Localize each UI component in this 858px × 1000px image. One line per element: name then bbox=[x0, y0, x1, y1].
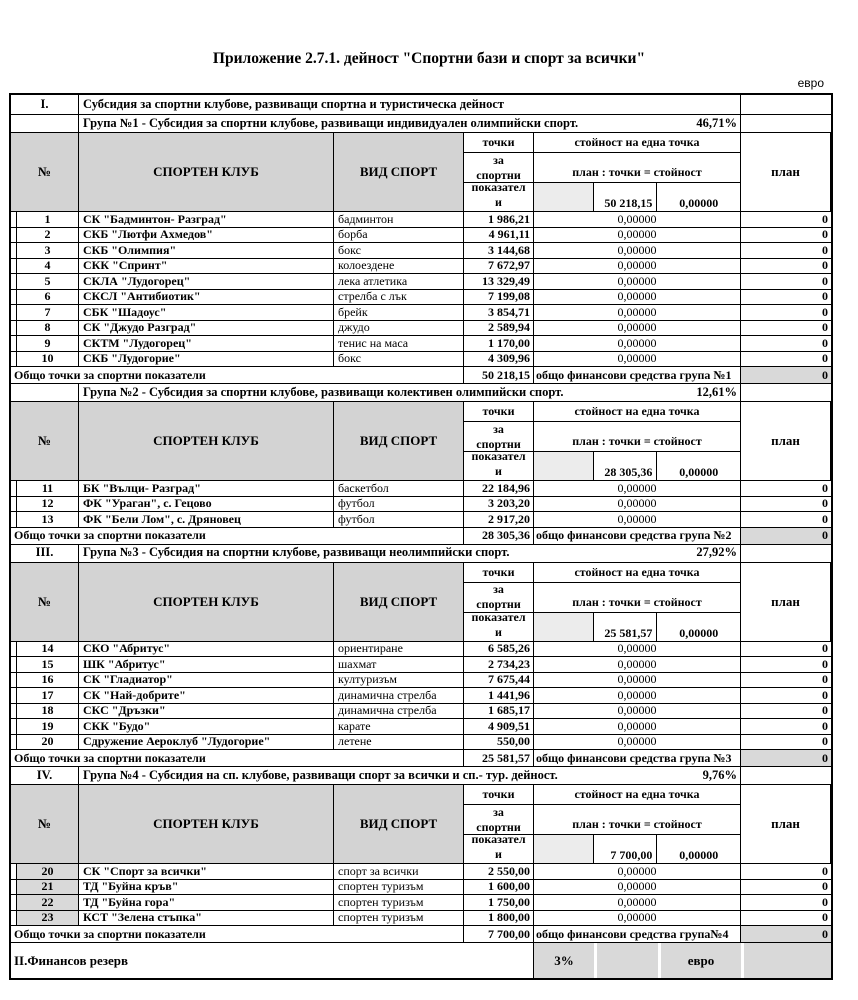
sport-type-cell: бокс bbox=[334, 243, 464, 259]
points-cell: 3 203,20 bbox=[464, 497, 534, 513]
sport-type-cell: шахмат bbox=[334, 657, 464, 673]
group2-point-value: 0,00000 bbox=[679, 465, 719, 480]
club-name-cell: СКК "Спринт" bbox=[79, 259, 334, 275]
points-cell: 1 685,17 bbox=[464, 704, 534, 720]
col-header-sport: ВИД СПОРТ bbox=[334, 785, 464, 863]
group1-numeral bbox=[11, 115, 79, 133]
points-cell: 7 199,08 bbox=[464, 290, 534, 306]
club-name-cell: СКЛА "Лудогорец" bbox=[79, 274, 334, 290]
plan-cell: 0 bbox=[741, 735, 831, 751]
row-number-cell: 13 bbox=[17, 512, 79, 528]
points-cell: 1 441,96 bbox=[464, 688, 534, 704]
plan-cell: 0 bbox=[741, 274, 831, 290]
point-value-cell: 0,00000 bbox=[534, 719, 741, 735]
col-header-sport: ВИД СПОРТ bbox=[334, 133, 464, 211]
col-header-club: СПОРТЕН КЛУБ bbox=[79, 785, 334, 863]
table-row bbox=[11, 497, 831, 513]
sport-type-cell: тенис на маса bbox=[334, 336, 464, 352]
point-value-cell: 0,00000 bbox=[534, 305, 741, 321]
plan-cell: 0 bbox=[741, 704, 831, 720]
sport-type-cell: лека атлетика bbox=[334, 274, 464, 290]
points-cell: 550,00 bbox=[464, 735, 534, 751]
plan-cell: 0 bbox=[741, 657, 831, 673]
table-row bbox=[11, 673, 831, 689]
plan-empty-cell bbox=[741, 95, 831, 115]
points-cell: 2 589,94 bbox=[464, 321, 534, 337]
club-name-cell: СК "Бадминтон- Разград" bbox=[79, 212, 334, 228]
table-row bbox=[11, 321, 831, 337]
group4-title-row bbox=[11, 767, 831, 785]
group1-rows bbox=[11, 212, 831, 367]
club-name-cell: ТД "Буйна гора" bbox=[79, 895, 334, 911]
row-number-cell: 17 bbox=[17, 688, 79, 704]
group2-title-row bbox=[11, 384, 831, 402]
group4-total-row bbox=[11, 926, 831, 943]
table-row bbox=[11, 642, 831, 658]
sport-type-cell: футбол bbox=[334, 497, 464, 513]
sport-type-cell: ориентиране bbox=[334, 642, 464, 658]
point-value-cell: 0,00000 bbox=[534, 321, 741, 337]
points-cell: 2 917,20 bbox=[464, 512, 534, 528]
club-name-cell: СКТМ "Лудогорец" bbox=[79, 336, 334, 352]
group4-rows bbox=[11, 864, 831, 926]
point-value-cell: 0,00000 bbox=[534, 911, 741, 927]
group1-title-row bbox=[11, 115, 831, 133]
group1-percent: 46,71% bbox=[696, 115, 737, 130]
points-cell: 2 734,23 bbox=[464, 657, 534, 673]
group3-numeral: III. bbox=[11, 545, 79, 563]
page-title: Приложение 2.7.1. дейност "Спортни бази и спорт за всички" bbox=[212, 50, 646, 67]
currency-label: евро bbox=[797, 76, 824, 90]
point-value-cell: 0,00000 bbox=[534, 352, 741, 368]
col-header-value: стойност на една точка план : точки = стойност 7 700,00 0,00000 bbox=[534, 785, 741, 863]
row-number-cell: 21 bbox=[17, 880, 79, 896]
section-numeral: I. bbox=[11, 95, 79, 115]
sport-type-cell: бокс bbox=[334, 352, 464, 368]
plan-cell: 0 bbox=[741, 512, 831, 528]
club-name-cell: ШК "Абритус" bbox=[79, 657, 334, 673]
col-header-number: № bbox=[11, 133, 79, 211]
points-cell: 4 309,96 bbox=[464, 352, 534, 368]
col-header-plan: план bbox=[741, 133, 831, 211]
sport-type-cell: летене bbox=[334, 735, 464, 751]
row-number-cell: 18 bbox=[17, 704, 79, 720]
total-points: 28 305,36 bbox=[464, 528, 534, 545]
row-number-cell: 14 bbox=[17, 642, 79, 658]
point-value-cell: 0,00000 bbox=[534, 336, 741, 352]
total-fin-label: общо финансови средства група №3 bbox=[534, 750, 741, 767]
plan-empty-cell bbox=[741, 545, 831, 563]
row-number-cell: 20 bbox=[17, 864, 79, 880]
point-value-cell: 0,00000 bbox=[534, 735, 741, 751]
table-row bbox=[11, 735, 831, 751]
table-row bbox=[11, 228, 831, 244]
plan-cell: 0 bbox=[741, 673, 831, 689]
club-name-cell: Сдружение Аероклуб "Лудогорие" bbox=[79, 735, 334, 751]
total-label: Общо точки за спортни показатели bbox=[11, 750, 464, 767]
plan-cell: 0 bbox=[741, 911, 831, 927]
total-plan: 0 bbox=[741, 926, 831, 943]
point-value-cell: 0,00000 bbox=[534, 481, 741, 497]
club-name-cell: БК "Вълци- Разград" bbox=[79, 481, 334, 497]
point-value-cell: 0,00000 bbox=[534, 497, 741, 513]
point-value-cell: 0,00000 bbox=[534, 290, 741, 306]
col-header-club: СПОРТЕН КЛУБ bbox=[79, 133, 334, 211]
points-cell: 4 909,51 bbox=[464, 719, 534, 735]
points-cell: 13 329,49 bbox=[464, 274, 534, 290]
points-cell: 1 600,00 bbox=[464, 880, 534, 896]
plan-cell: 0 bbox=[741, 321, 831, 337]
group1-total-row bbox=[11, 367, 831, 384]
group3-title-row bbox=[11, 545, 831, 563]
point-value-cell: 0,00000 bbox=[534, 512, 741, 528]
total-label: Общо точки за спортни показатели bbox=[11, 926, 464, 943]
points-cell: 1 800,00 bbox=[464, 911, 534, 927]
value-blank-cell bbox=[534, 452, 594, 480]
col-header-plan: план bbox=[741, 563, 831, 641]
row-number-cell: 9 bbox=[17, 336, 79, 352]
plan-cell: 0 bbox=[741, 642, 831, 658]
club-name-cell: СКО "Абритус" bbox=[79, 642, 334, 658]
plan-cell: 0 bbox=[741, 895, 831, 911]
col-header-sport: ВИД СПОРТ bbox=[334, 563, 464, 641]
group1-total-points-header: 50 218,15 bbox=[594, 183, 658, 211]
row-number-cell: 5 bbox=[17, 274, 79, 290]
sport-type-cell: борба bbox=[334, 228, 464, 244]
club-name-cell: СК "Джудо Разград" bbox=[79, 321, 334, 337]
col-header-club: СПОРТЕН КЛУБ bbox=[79, 563, 334, 641]
plan-empty-cell bbox=[741, 767, 831, 785]
points-cell: 22 184,96 bbox=[464, 481, 534, 497]
sport-type-cell: брейк bbox=[334, 305, 464, 321]
club-name-cell: СКБ "Лудогорие" bbox=[79, 352, 334, 368]
sport-type-cell: карате bbox=[334, 719, 464, 735]
row-number-cell: 2 bbox=[17, 228, 79, 244]
row-number-cell: 22 bbox=[17, 895, 79, 911]
club-name-cell: СК "Гладиатор" bbox=[79, 673, 334, 689]
group4-title: Група №4 - Субсидия на сп. клубове, развиващи спорт за всички и сп.- тур. дейност. 9,76% bbox=[79, 767, 741, 785]
sport-type-cell: културизъм bbox=[334, 673, 464, 689]
col-header-number: № bbox=[11, 785, 79, 863]
plan-empty-cell bbox=[741, 384, 831, 402]
group4-total-points-header: 7 700,00 bbox=[594, 835, 658, 863]
plan-cell: 0 bbox=[741, 352, 831, 368]
sport-type-cell: динамична стрелба bbox=[334, 688, 464, 704]
total-plan: 0 bbox=[741, 528, 831, 545]
value-blank-cell bbox=[534, 613, 594, 641]
point-value-cell: 0,00000 bbox=[534, 880, 741, 896]
col-header-number: № bbox=[11, 563, 79, 641]
plan-cell: 0 bbox=[741, 305, 831, 321]
club-name-cell: СКБ "Лютфи Ахмедов" bbox=[79, 228, 334, 244]
financial-reserve-row bbox=[11, 943, 831, 978]
group2-numeral bbox=[11, 384, 79, 402]
plan-cell: 0 bbox=[741, 497, 831, 513]
reserve-blank-cell bbox=[594, 943, 658, 978]
group2-column-header bbox=[11, 402, 831, 481]
row-number-cell: 12 bbox=[17, 497, 79, 513]
point-value-cell: 0,00000 bbox=[534, 642, 741, 658]
club-name-cell: СКС "Дръзки" bbox=[79, 704, 334, 720]
group3-column-header bbox=[11, 563, 831, 642]
plan-cell: 0 bbox=[741, 290, 831, 306]
table-row bbox=[11, 274, 831, 290]
plan-cell: 0 bbox=[741, 243, 831, 259]
club-name-cell: КСТ "Зелена стъпка" bbox=[79, 911, 334, 927]
table-row bbox=[11, 336, 831, 352]
sport-type-cell: колоездене bbox=[334, 259, 464, 275]
plan-empty-cell bbox=[741, 115, 831, 133]
section-intro-row bbox=[11, 95, 831, 115]
total-fin-label: общо финансови средства група №2 bbox=[534, 528, 741, 545]
plan-cell: 0 bbox=[741, 719, 831, 735]
row-number-cell: 16 bbox=[17, 673, 79, 689]
section-title: Субсидия за спортни клубове, развиващи спортна и туристическа дейност bbox=[79, 95, 741, 115]
value-blank-cell bbox=[534, 183, 594, 211]
col-header-sport: ВИД СПОРТ bbox=[334, 402, 464, 480]
table-row bbox=[11, 305, 831, 321]
group2-title: Група №2 - Субсидия за спортни клубове, развиващи колективен олимпийски спорт. 12,61% bbox=[79, 384, 741, 402]
plan-cell: 0 bbox=[741, 880, 831, 896]
group2-rows bbox=[11, 481, 831, 528]
table-row bbox=[11, 481, 831, 497]
group1-column-header bbox=[11, 133, 831, 212]
club-name-cell: СКБ "Олимпия" bbox=[79, 243, 334, 259]
row-number-cell: 6 bbox=[17, 290, 79, 306]
table-row bbox=[11, 880, 831, 896]
value-blank-cell bbox=[534, 835, 594, 863]
points-cell: 1 986,21 bbox=[464, 212, 534, 228]
group3-title: Група №3 - Субсидия на спортни клубове, развиващи неолимпийски спорт. 27,92% bbox=[79, 545, 741, 563]
point-value-cell: 0,00000 bbox=[534, 864, 741, 880]
club-name-cell: СКСЛ "Антибиотик" bbox=[79, 290, 334, 306]
group3-percent: 27,92% bbox=[696, 545, 737, 560]
group2-total-row bbox=[11, 528, 831, 545]
table-row bbox=[11, 290, 831, 306]
row-number-cell: 3 bbox=[17, 243, 79, 259]
col-header-value: стойност на една точка план : точки = стойност 25 581,57 0,00000 bbox=[534, 563, 741, 641]
group3-point-value: 0,00000 bbox=[679, 625, 719, 640]
sport-type-cell: спортен туризъм bbox=[334, 911, 464, 927]
table-row bbox=[11, 719, 831, 735]
points-cell: 6 585,26 bbox=[464, 642, 534, 658]
total-points: 50 218,15 bbox=[464, 367, 534, 384]
row-number-cell: 4 bbox=[17, 259, 79, 275]
table-row bbox=[11, 895, 831, 911]
sport-type-cell: баскетбол bbox=[334, 481, 464, 497]
club-name-cell: СКК "Будо" bbox=[79, 719, 334, 735]
club-name-cell: ФК "Ураган", с. Гецово bbox=[79, 497, 334, 513]
total-fin-label: общо финансови средства група №1 bbox=[534, 367, 741, 384]
points-cell: 4 961,11 bbox=[464, 228, 534, 244]
point-value-cell: 0,00000 bbox=[534, 673, 741, 689]
points-cell: 3 144,68 bbox=[464, 243, 534, 259]
point-value-cell: 0,00000 bbox=[534, 243, 741, 259]
total-points: 7 700,00 bbox=[464, 926, 534, 943]
col-header-plan: план bbox=[741, 402, 831, 480]
col-header-points: точки за спортни показател и bbox=[464, 402, 534, 480]
table-row bbox=[11, 259, 831, 275]
points-cell: 7 675,44 bbox=[464, 673, 534, 689]
group3-total-row bbox=[11, 750, 831, 767]
club-name-cell: ТД "Буйна кръв" bbox=[79, 880, 334, 896]
sport-type-cell: спорт за всички bbox=[334, 864, 464, 880]
plan-cell: 0 bbox=[741, 864, 831, 880]
total-points: 25 581,57 bbox=[464, 750, 534, 767]
plan-cell: 0 bbox=[741, 336, 831, 352]
plan-cell: 0 bbox=[741, 228, 831, 244]
plan-cell: 0 bbox=[741, 259, 831, 275]
row-number-cell: 11 bbox=[17, 481, 79, 497]
col-header-points: точки за спортни показател и bbox=[464, 133, 534, 211]
plan-cell: 0 bbox=[741, 688, 831, 704]
reserve-percent-cell: 3% bbox=[534, 943, 594, 978]
group4-numeral: IV. bbox=[11, 767, 79, 785]
row-number-cell: 7 bbox=[17, 305, 79, 321]
points-cell: 7 672,97 bbox=[464, 259, 534, 275]
reserve-currency-cell: евро bbox=[658, 943, 741, 978]
col-header-number: № bbox=[11, 402, 79, 480]
table-row bbox=[11, 688, 831, 704]
table-row bbox=[11, 911, 831, 927]
point-value-cell: 0,00000 bbox=[534, 704, 741, 720]
group2-total-points-header: 28 305,36 bbox=[594, 452, 658, 480]
group4-percent: 9,76% bbox=[702, 767, 737, 782]
point-value-cell: 0,00000 bbox=[534, 212, 741, 228]
club-name-cell: СБК "Шадоус" bbox=[79, 305, 334, 321]
sport-type-cell: бадминтон bbox=[334, 212, 464, 228]
sport-type-cell: спортен туризъм bbox=[334, 880, 464, 896]
sport-type-cell: джудо bbox=[334, 321, 464, 337]
table-row bbox=[11, 657, 831, 673]
col-header-points: точки за спортни показател и bbox=[464, 563, 534, 641]
point-value-cell: 0,00000 bbox=[534, 274, 741, 290]
sport-type-cell: динамична стрелба bbox=[334, 704, 464, 720]
reserve-label: II.Финансов резерв bbox=[11, 943, 534, 978]
table-row bbox=[11, 352, 831, 368]
col-header-plan: план bbox=[741, 785, 831, 863]
row-number-cell: 20 bbox=[17, 735, 79, 751]
total-label: Общо точки за спортни показатели bbox=[11, 367, 464, 384]
row-number-cell: 23 bbox=[17, 911, 79, 927]
table-row bbox=[11, 704, 831, 720]
col-header-points: точки за спортни показател и bbox=[464, 785, 534, 863]
total-plan: 0 bbox=[741, 750, 831, 767]
group4-column-header bbox=[11, 785, 831, 864]
points-cell: 1 750,00 bbox=[464, 895, 534, 911]
group3-rows bbox=[11, 642, 831, 751]
point-value-cell: 0,00000 bbox=[534, 259, 741, 275]
row-number-cell: 10 bbox=[17, 352, 79, 368]
row-number-cell: 8 bbox=[17, 321, 79, 337]
points-cell: 3 854,71 bbox=[464, 305, 534, 321]
group4-point-value: 0,00000 bbox=[679, 848, 719, 863]
total-plan: 0 bbox=[741, 367, 831, 384]
group1-title: Група №1 - Субсидия за спортни клубове, развиващи индивидуален олимпийски спорт. 46,71% bbox=[79, 115, 741, 133]
table-row bbox=[11, 212, 831, 228]
total-label: Общо точки за спортни показатели bbox=[11, 528, 464, 545]
reserve-plan-cell bbox=[741, 943, 831, 978]
point-value-cell: 0,00000 bbox=[534, 688, 741, 704]
table-row bbox=[11, 243, 831, 259]
plan-cell: 0 bbox=[741, 481, 831, 497]
point-value-cell: 0,00000 bbox=[534, 895, 741, 911]
club-name-cell: СК "Най-добрите" bbox=[79, 688, 334, 704]
group3-total-points-header: 25 581,57 bbox=[594, 613, 658, 641]
club-name-cell: ФК "Бели Лом", с. Дряновец bbox=[79, 512, 334, 528]
group1-point-value: 0,00000 bbox=[679, 196, 719, 211]
table-row bbox=[11, 864, 831, 880]
total-fin-label: общо финансови средства група№4 bbox=[534, 926, 741, 943]
sport-type-cell: стрелба с лък bbox=[334, 290, 464, 306]
row-number-cell: 1 bbox=[17, 212, 79, 228]
points-cell: 2 550,00 bbox=[464, 864, 534, 880]
sport-type-cell: спортен туризъм bbox=[334, 895, 464, 911]
col-header-club: СПОРТЕН КЛУБ bbox=[79, 402, 334, 480]
sport-type-cell: футбол bbox=[334, 512, 464, 528]
col-header-value: стойност на една точка план : точки = стойност 50 218,15 0,00000 bbox=[534, 133, 741, 211]
group2-percent: 12,61% bbox=[696, 384, 737, 399]
table-row bbox=[11, 512, 831, 528]
row-number-cell: 19 bbox=[17, 719, 79, 735]
points-cell: 1 170,00 bbox=[464, 336, 534, 352]
point-value-cell: 0,00000 bbox=[534, 228, 741, 244]
row-number-cell: 15 bbox=[17, 657, 79, 673]
plan-cell: 0 bbox=[741, 212, 831, 228]
point-value-cell: 0,00000 bbox=[534, 657, 741, 673]
appendix-table bbox=[9, 93, 833, 980]
col-header-value: стойност на една точка план : точки = стойност 28 305,36 0,00000 bbox=[534, 402, 741, 480]
club-name-cell: СК "Спорт за всички" bbox=[79, 864, 334, 880]
